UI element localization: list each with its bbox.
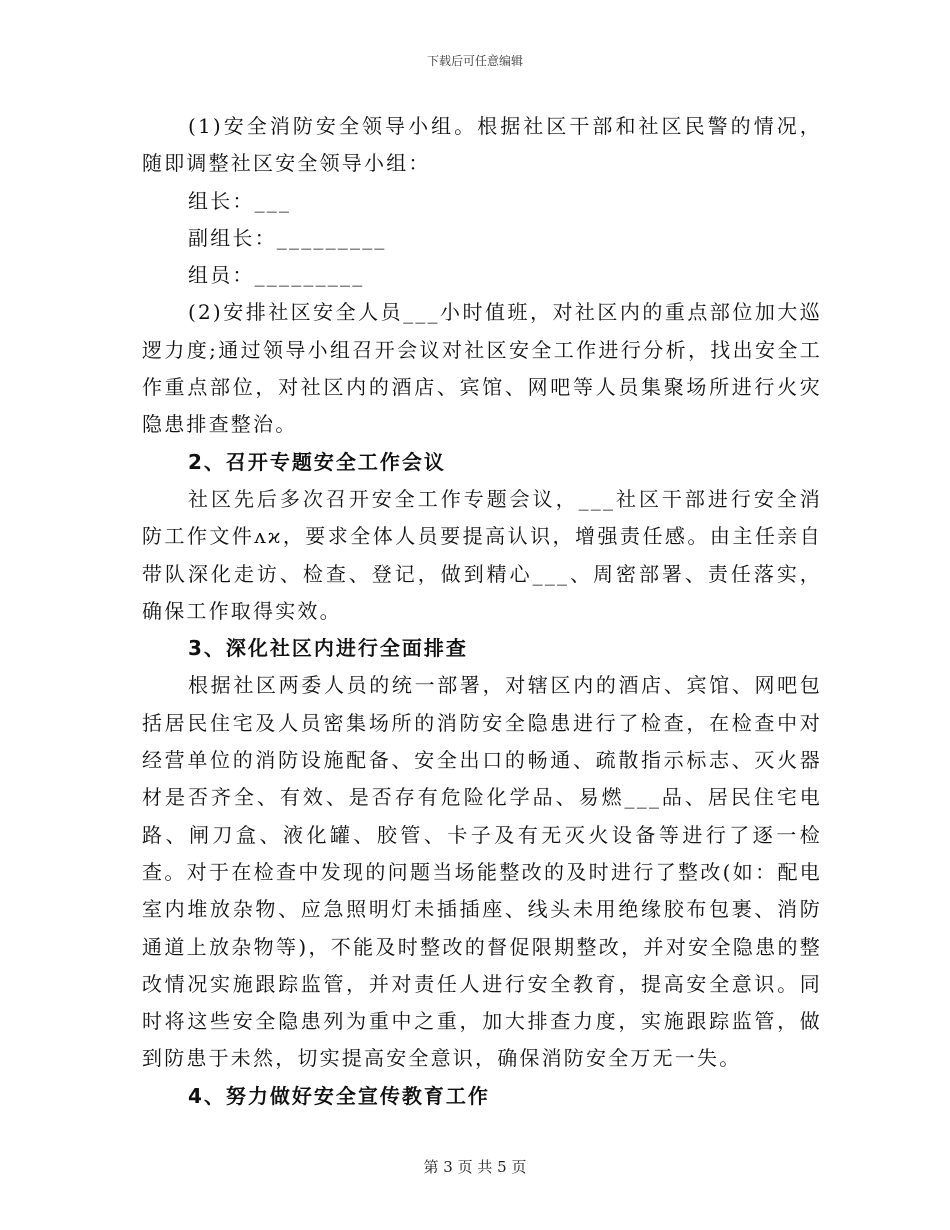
section-heading-education: 4、努力做好安全宣传教育工作 — [188, 1083, 490, 1108]
leader-field: 组长：___ — [188, 188, 292, 213]
paragraph-duty-arrangement: (2)安排社区安全人员___小时值班，对社区内的重点部位加大巡逻力度;通过领导小组召开会议对社区安全工作进行分析，找出安全工作重点部位，对社区内的酒店、宾馆、网吧等人员集聚场所进行火灾隐患排查整治。 — [142, 300, 822, 437]
document-body — [142, 108, 822, 1115]
page-header-note: 下载后可任意编辑 — [426, 54, 523, 68]
page-number: 第 3 页 共 5 页 — [423, 1158, 527, 1176]
section-heading-inspection: 3、深化社区内进行全面排查 — [188, 636, 468, 661]
paragraph-leadership-group: (1)安全消防安全领导小组。根据社区干部和社区民警的情况，随即调整社区安全领导小组： — [142, 114, 822, 176]
paragraph-meetings: 社区先后多次召开安全工作专题会议，___社区干部进行安全消防工作文件ʌϰ，要求全体人员要提高认识，增强责任感。由主任亲自带队深化走访、检查、登记，做到精心___、周密部署、责任落实，确保工作取得实效。 — [142, 486, 822, 623]
paragraph-inspection: 根据社区两委人员的统一部署，对辖区内的酒店、宾馆、网吧包括居民住宅及人员密集场所的消防安全隐患进行了检查，在检查中对经营单位的消防设施配备、安全出口的畅通、疏散指示标志、灭火器材是否齐全、有效、是否存有危险化学品、易燃___品、居民住宅电路、闸刀盒、液化罐、胶管、卡子及有无灭火设备等进行了逐一检查。对于在检查中发现的问题当场能整改的及时进行了整改(如：配电室内堆放杂物、应急照明灯未插插座、线头未用绝缘胶布包裹、消防通道上放杂物等)，不能及时整改的督促限期整改，并对安全隐患的整改情况实施跟踪监管，并对责任人进行安全教育，提高安全意识。同时将这些安全隐患列为重中之重，加大排查力度，实施跟踪监管，做到防患于未然，切实提高安全意识，确保消防安全万无一失。 — [142, 673, 822, 1071]
section-heading-meetings: 2、召开专题安全工作会议 — [188, 449, 446, 474]
vice-leader-field: 副组长：_________ — [188, 225, 387, 250]
members-field: 组员：_________ — [188, 263, 365, 288]
